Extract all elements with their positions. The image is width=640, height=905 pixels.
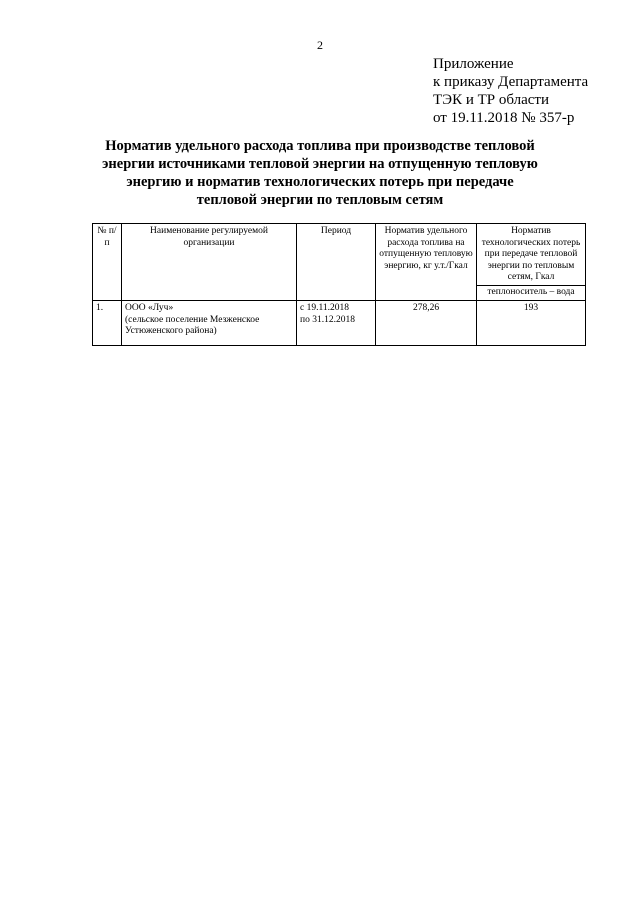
header-loss-norm	[477, 224, 586, 301]
page-number: 2	[317, 38, 323, 52]
header-period: Период	[297, 224, 376, 301]
table-header-row	[93, 224, 586, 301]
header-org-name: Наименование регулируемой организации	[122, 224, 297, 301]
cell-fuel-norm: 278,26	[376, 301, 477, 346]
cell-loss-norm: 193	[477, 301, 586, 346]
table-row	[93, 301, 586, 346]
appendix-block	[433, 55, 588, 127]
appendix-line: Приложение	[433, 56, 514, 72]
cell-org	[122, 301, 297, 346]
title-line: Норматив удельного расхода топлива при производстве тепловой	[105, 138, 535, 154]
header-loss-norm-sub: теплоноситель – вода	[477, 285, 585, 299]
org-detail: (сельское поселение Мезженское Устюженского района)	[125, 314, 260, 336]
period-from: с 19.11.2018	[300, 303, 349, 313]
header-fuel-norm: Норматив удельного расхода топлива на отпущенную тепловую энергию, кг у.т./Гкал	[376, 224, 477, 301]
cell-num: 1.	[93, 301, 122, 346]
appendix-line: от 19.11.2018 № 357-р	[433, 110, 575, 126]
period-to: по 31.12.2018	[300, 314, 355, 325]
header-num: № п/п	[93, 224, 122, 301]
header-loss-norm-text: Норматив технологических потерь при передаче тепловой энергии по тепловым сетям, Гкал	[481, 226, 581, 282]
title-line: энергии источниками тепловой энергии на отпущенную тепловую	[102, 156, 538, 172]
appendix-line: к приказу Департамента	[433, 74, 589, 90]
title-line: энергию и норматив технологических потерь при передаче	[126, 174, 514, 190]
cell-period	[297, 301, 376, 346]
norms-table	[92, 223, 586, 346]
appendix-line: ТЭК и ТР области	[433, 92, 549, 108]
org-name: ООО «Луч»	[125, 303, 174, 313]
title-line: тепловой энергии по тепловым сетям	[196, 192, 444, 208]
document-title	[60, 137, 580, 209]
